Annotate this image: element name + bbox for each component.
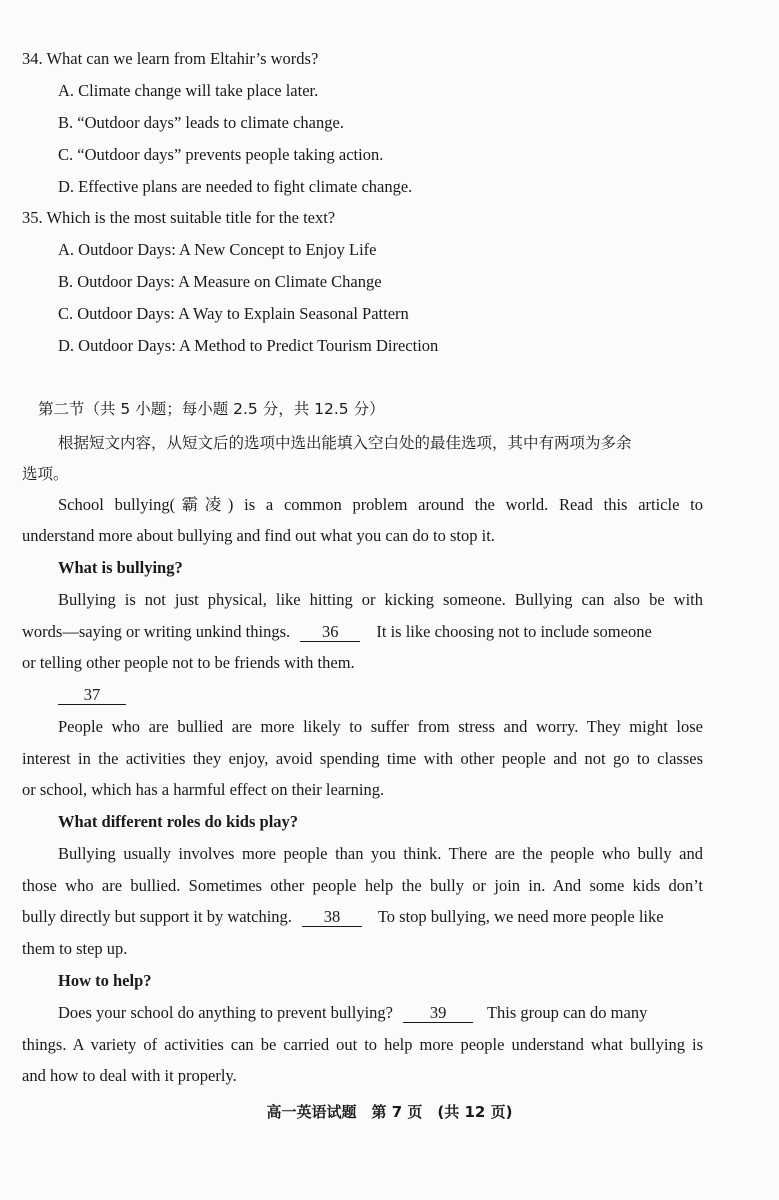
heading-how-to-help: How to help? [58,971,152,990]
answer-blank-36[interactable]: 36 [300,623,360,642]
passage-paragraph-4-line-2: those who are bullied. Sometimes other people help the bully or join in. And some kids don’t [22,876,703,895]
question-35-option-d: D. Outdoor Days: A Method to Predict Tourism Direction [58,336,439,355]
heading-roles: What different roles do kids play? [58,812,299,831]
passage-paragraph-1-line-2: understand more about bullying and find out what you can do to stop it. [22,526,495,545]
answer-blank-37-line [58,684,126,706]
question-35-option-b: B. Outdoor Days: A Measure on Climate Change [58,272,382,291]
passage-paragraph-3-line-1: People who are bullied are more likely to suffer from stress and worry. They might lose [58,717,703,736]
passage-text: It is like choosing not to include someone [376,622,652,641]
question-34-option-d: D. Effective plans are needed to fight climate change. [58,177,413,196]
passage-paragraph-4-line-1: Bullying usually involves more people than you think. There are the people who bully and [58,844,703,863]
question-35-option-c: C. Outdoor Days: A Way to Explain Seasonal Pattern [58,304,409,323]
passage-paragraph-2-line-3: or telling other people not to be friends with them. [22,653,355,672]
passage-paragraph-5-line-1 [58,1002,647,1024]
passage-text: To stop bullying, we need more people like [377,907,664,926]
passage-paragraph-2-line-1: Bullying is not just physical, like hitting or kicking someone. Bullying can also be with [58,590,703,609]
passage-paragraph-4-line-4: them to step up. [22,939,128,958]
passage-paragraph-3-line-3: or school, which has a harmful effect on their learning. [22,780,385,799]
page-footer: 高一英语试题 第 7 页 (共 12 页) [266,1103,513,1121]
passage-text: Does your school do anything to prevent bullying? [58,1003,393,1022]
passage-paragraph-5-line-2: things. A variety of activities can be carried out to help more people understand what bullying is [22,1035,703,1054]
passage-paragraph-5-line-3: and how to deal with it properly. [22,1066,237,1085]
question-35-option-a: A. Outdoor Days: A New Concept to Enjoy Life [58,240,377,259]
question-35-stem: 35. Which is the most suitable title for the text? [22,208,336,227]
passage-paragraph-2-line-2 [22,621,652,643]
question-34-option-b: B. “Outdoor days” leads to climate change. [58,113,344,132]
section-instructions-line-2: 选项。 [22,465,69,483]
question-34-option-c: C. “Outdoor days” prevents people taking action. [58,145,384,164]
answer-blank-39[interactable]: 39 [403,1004,473,1023]
heading-what-is-bullying: What is bullying? [58,558,183,577]
section-instructions-line-1: 根据短文内容，从短文后的选项中选出能填入空白处的最佳选项，其中有两项为多余 [58,434,632,452]
passage-paragraph-1-line-1: School bullying(霸凌) is a common problem around the world. Read this article to [58,495,703,514]
answer-blank-38[interactable]: 38 [302,908,362,927]
passage-text: This group can do many [486,1003,648,1022]
passage-paragraph-4-line-3 [22,906,664,928]
passage-text: bully directly but support it by watching. [22,907,292,926]
question-34-stem: 34. What can we learn from Eltahir’s words? [22,49,319,68]
section-heading: 第二节（共 5 小题；每小题 2.5 分，共 12.5 分） [38,400,385,418]
passage-text: words—saying or writing unkind things. [22,622,291,641]
question-34-option-a: A. Climate change will take place later. [58,81,319,100]
passage-paragraph-3-line-2: interest in the activities they enjoy, avoid spending time with other people and not go to classes [22,749,703,768]
answer-blank-37[interactable]: 37 [58,686,126,705]
